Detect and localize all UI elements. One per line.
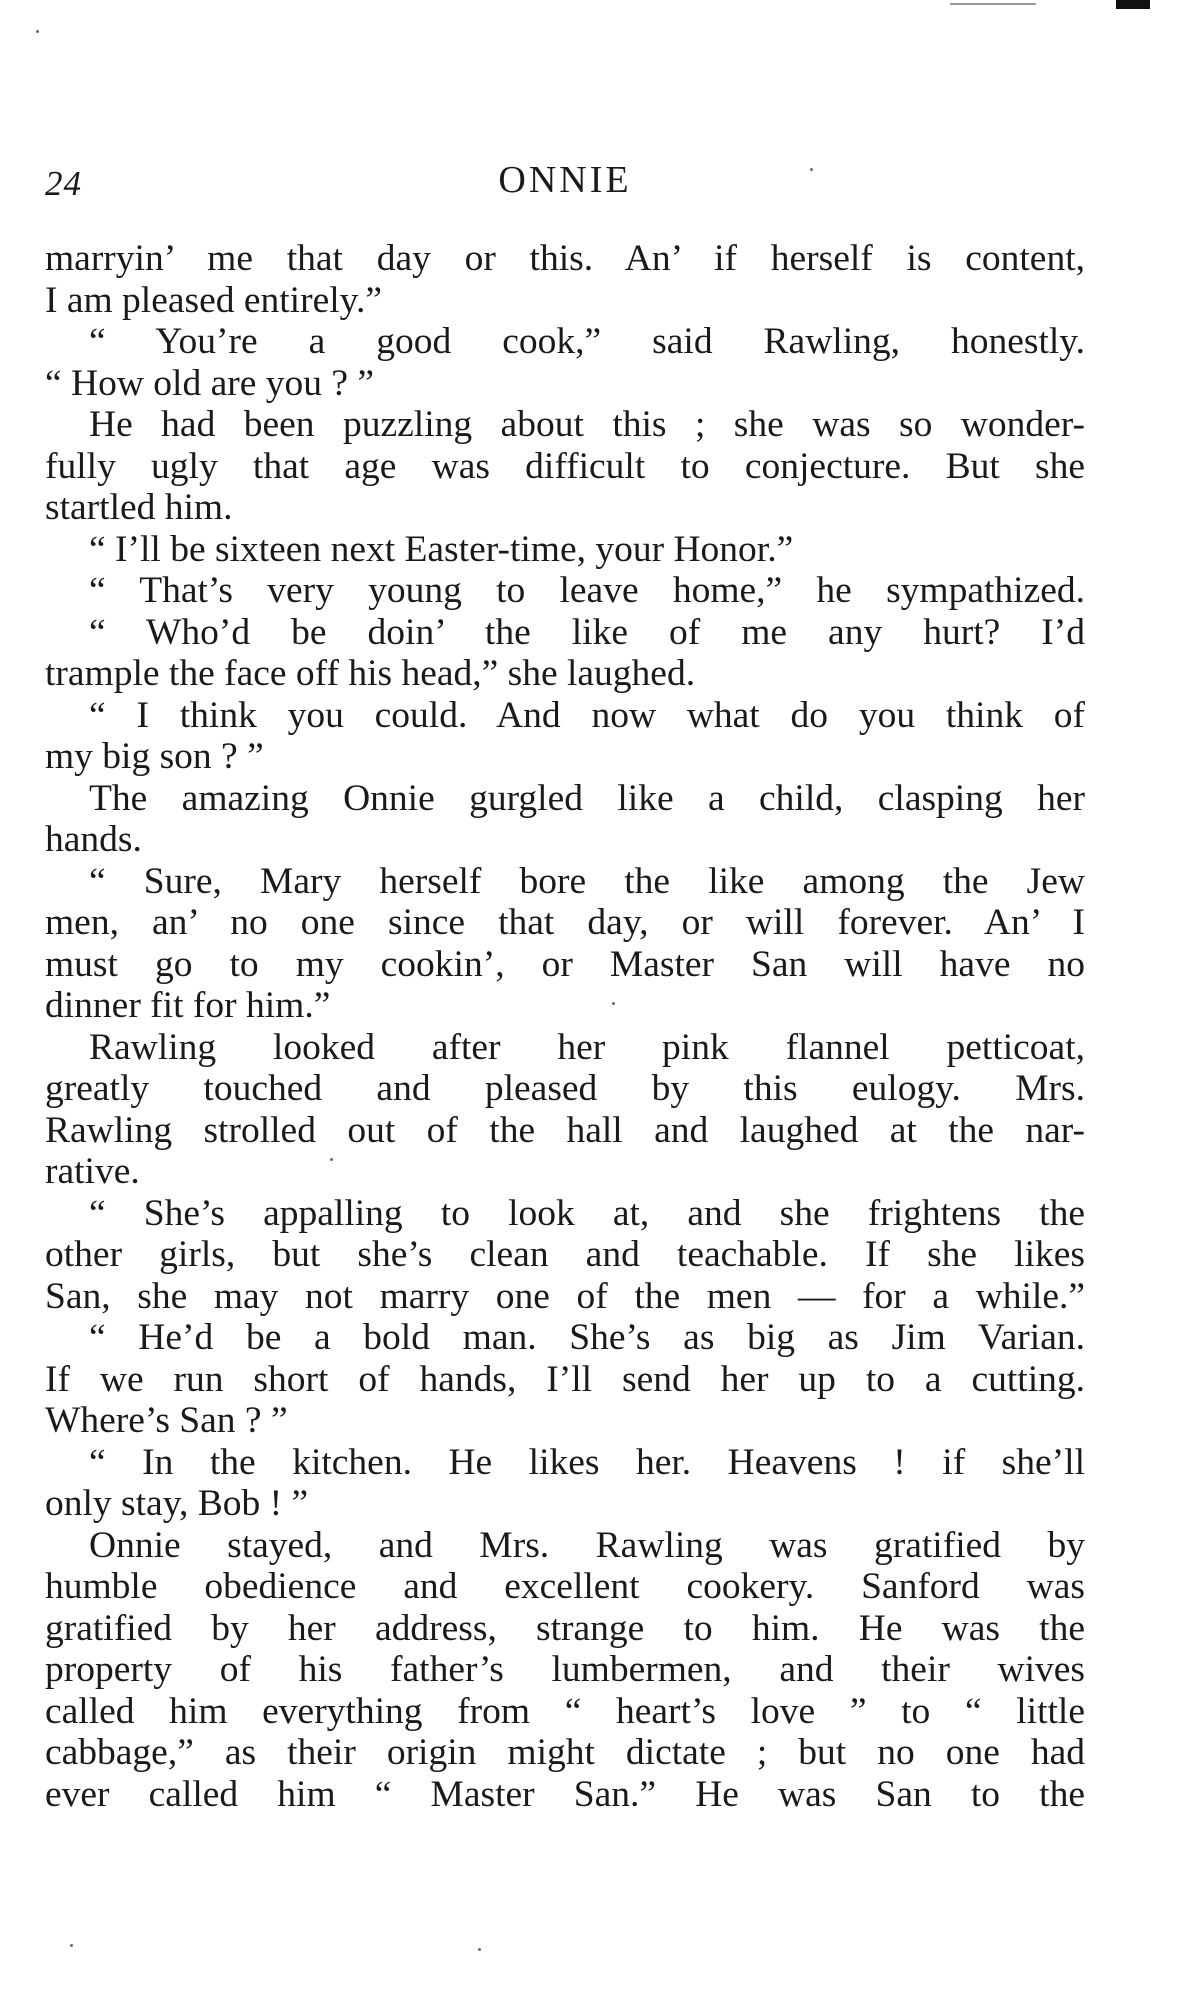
text-line: marryin’ me that day or this. An’ if herself is content, bbox=[45, 238, 1085, 279]
text-line: “ He’d be a bold man. She’s as big as Jim Varian. bbox=[89, 1317, 1085, 1358]
text-line: greatly touched and pleased by this eulogy. Mrs. bbox=[45, 1068, 1085, 1109]
paper-speck bbox=[478, 1948, 481, 1951]
text-line: “ You’re a good cook,” said Rawling, honestly. bbox=[89, 321, 1085, 362]
paper-speck bbox=[70, 1944, 73, 1947]
text-line: San, she may not marry one of the men — for a while.” bbox=[45, 1275, 1085, 1317]
paper-speck bbox=[612, 1002, 615, 1005]
text-line: cabbage,” as their origin might dictate ; but no one had bbox=[45, 1732, 1085, 1773]
text-line: men, an’ no one since that day, or will forever. An’ I bbox=[45, 902, 1085, 943]
text-line: “ That’s very young to leave home,” he sympathized. bbox=[89, 570, 1085, 611]
scan-edge-rule bbox=[950, 3, 1036, 5]
text-line: hands. bbox=[45, 819, 142, 860]
text-line: humble obedience and excellent cookery. Sanford was bbox=[45, 1566, 1085, 1607]
text-line: ever called him “ Master San.” He was San to the bbox=[45, 1773, 1085, 1815]
text-line: Where’s San ? ” bbox=[45, 1400, 288, 1441]
text-line: “ I think you could. And now what do you think of bbox=[89, 694, 1085, 736]
text-line: I am pleased entirely.” bbox=[45, 279, 382, 321]
text-line: fully ugly that age was difficult to conjecture. But she bbox=[45, 445, 1085, 487]
page-header bbox=[45, 158, 1085, 208]
text-line: only stay, Bob ! ” bbox=[45, 1483, 309, 1524]
text-line: “ I’ll be sixteen next Easter-time, your Honor.” bbox=[89, 528, 794, 570]
page-number: 24 bbox=[45, 164, 82, 203]
text-line: gratified by her address, strange to him. He was the bbox=[45, 1607, 1085, 1649]
text-line: “ How old are you ? ” bbox=[45, 362, 375, 404]
running-title: ONNIE bbox=[498, 159, 632, 201]
text-line: other girls, but she’s clean and teachable. If she likes bbox=[45, 1234, 1085, 1275]
text-line: “ In the kitchen. He likes her. Heavens ! if she’ll bbox=[89, 1441, 1085, 1483]
text-line: called him everything from “ heart’s love ” to “ little bbox=[45, 1690, 1085, 1732]
paper-speck bbox=[810, 168, 813, 171]
text-line: The amazing Onnie gurgled like a child, clasping her bbox=[89, 777, 1085, 819]
text-line: my big son ? ” bbox=[45, 736, 264, 777]
text-line: dinner fit for him.” bbox=[45, 985, 331, 1026]
paper-speck bbox=[330, 1158, 333, 1161]
text-line: trample the face off his head,” she laughed. bbox=[45, 653, 696, 694]
text-line: “ She’s appalling to look at, and she frightens the bbox=[89, 1192, 1085, 1234]
text-line: “ Sure, Mary herself bore the like among the Jew bbox=[89, 860, 1085, 902]
text-line: property of his father’s lumbermen, and their wives bbox=[45, 1649, 1085, 1690]
paper-speck bbox=[36, 30, 39, 33]
text-line: must go to my cookin’, or Master San will have no bbox=[45, 943, 1085, 985]
text-line: rative. bbox=[45, 1151, 140, 1192]
text-line: He had been puzzling about this ; she was so wonder- bbox=[89, 404, 1085, 445]
text-line: Rawling looked after her pink flannel petticoat, bbox=[89, 1026, 1085, 1068]
text-line: Rawling strolled out of the hall and laughed at the nar- bbox=[45, 1109, 1085, 1151]
text-line: startled him. bbox=[45, 487, 233, 528]
text-line: “ Who’d be doin’ the like of me any hurt? I’d bbox=[89, 611, 1085, 653]
scan-edge-mark bbox=[1116, 0, 1150, 9]
body-text bbox=[45, 238, 1085, 1815]
text-line: If we run short of hands, I’ll send her up to a cutting. bbox=[45, 1358, 1085, 1400]
text-line: Onnie stayed, and Mrs. Rawling was gratified by bbox=[89, 1524, 1085, 1566]
